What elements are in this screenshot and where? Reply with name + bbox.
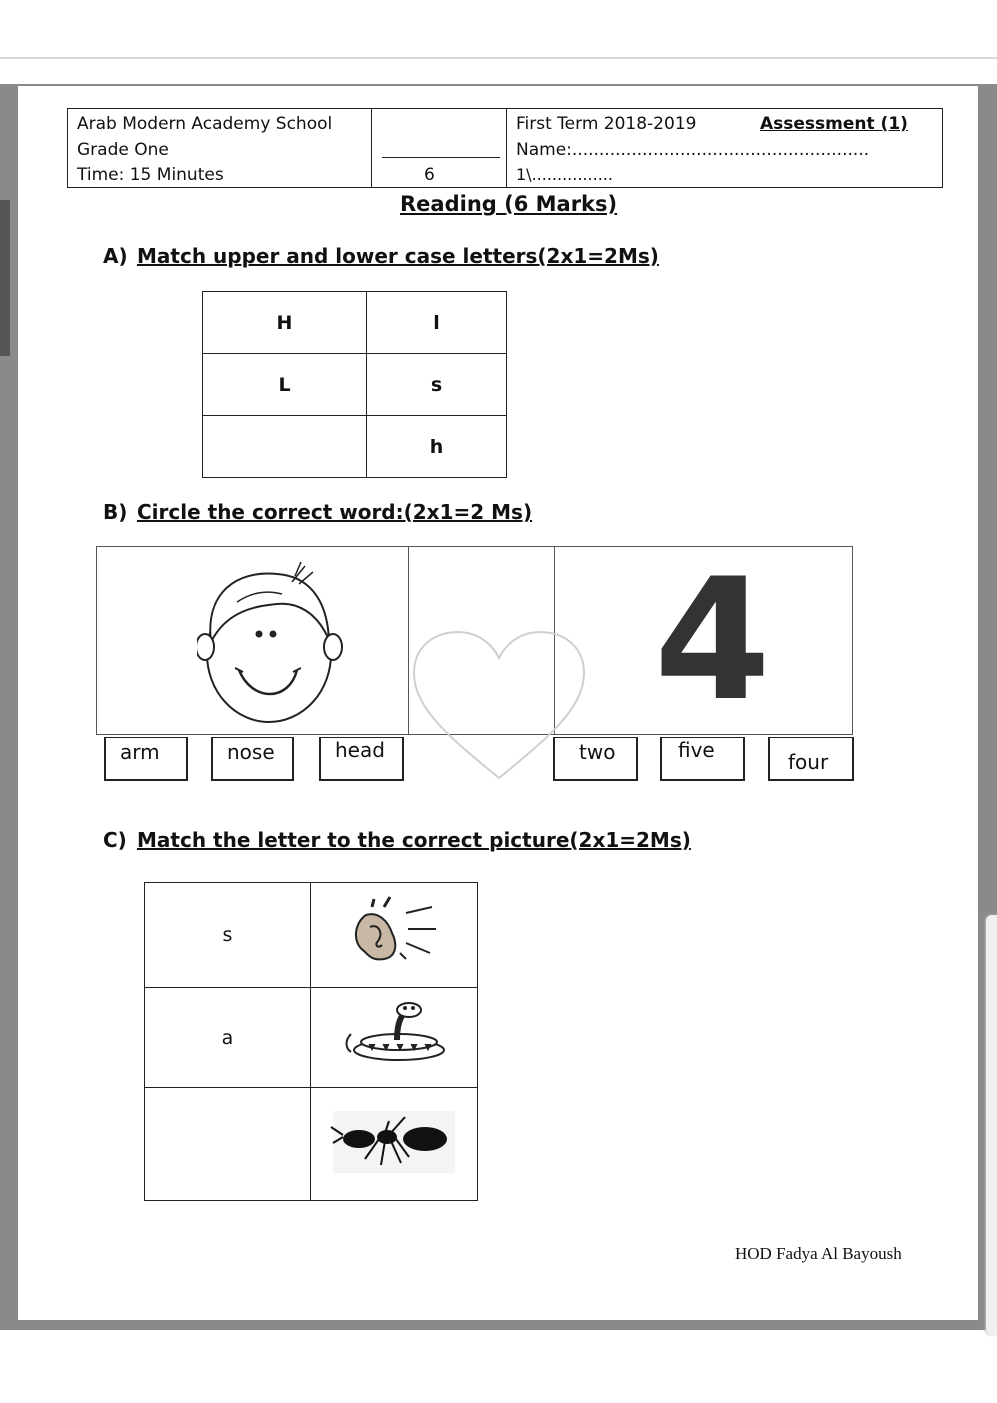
section-b-letter: B) <box>103 500 128 524</box>
class-field[interactable]: 1\................ <box>516 165 613 184</box>
name-field[interactable]: Name:....................................................... <box>516 140 870 160</box>
section-a-title: Match upper and lower case letters(2x1=2Ms) <box>137 244 659 268</box>
lower-letter-cell: h <box>367 416 507 478</box>
grade-label: Grade One <box>77 140 169 160</box>
header-score-cell <box>372 109 507 187</box>
match-letter-cell: a <box>145 988 311 1088</box>
word-choice-arm[interactable]: arm <box>104 737 188 781</box>
upper-letter-cell: L <box>203 354 367 416</box>
assessment-label: Assessment (1) <box>760 114 908 134</box>
section-b-title: Circle the correct word:(2x1=2 Ms) <box>137 500 533 524</box>
bottom-bar <box>0 1330 997 1403</box>
ear-picture-cell <box>311 883 478 988</box>
match-letter-cell: s <box>145 883 311 988</box>
school-name: Arab Modern Academy School <box>77 114 333 134</box>
word-choice-head[interactable]: head <box>319 737 404 781</box>
word-choice-nose[interactable]: nose <box>211 737 294 781</box>
section-c-letter: C) <box>103 828 127 852</box>
section-a-letter: A) <box>103 244 128 268</box>
upper-letter-cell <box>203 416 367 478</box>
ant-icon <box>329 1107 459 1177</box>
match-letter-cell <box>145 1088 311 1201</box>
ant-picture-cell <box>311 1088 478 1201</box>
word-choice-five[interactable]: five <box>660 737 745 781</box>
snake-icon <box>339 1000 449 1070</box>
snake-picture-cell <box>311 988 478 1088</box>
word-choice-two[interactable]: two <box>553 737 638 781</box>
reading-title: Reading (6 Marks) <box>400 192 618 216</box>
ear-icon <box>344 893 444 973</box>
time-label: Time: 15 Minutes <box>77 165 224 185</box>
upper-letter-cell: H <box>203 292 367 354</box>
left-scroll-shadow <box>0 200 10 356</box>
lower-letter-cell: s <box>367 354 507 416</box>
word-choice-four[interactable]: four <box>768 737 854 781</box>
header-term-cell <box>507 109 942 187</box>
scroll-handle[interactable] <box>986 915 997 1335</box>
term-label: First Term 2018-2019 <box>516 114 697 134</box>
header-table <box>67 108 943 188</box>
top-bar <box>0 0 997 58</box>
top-divider <box>0 57 997 59</box>
score-total: 6 <box>424 165 435 185</box>
number-four-image: 4 <box>654 542 771 738</box>
lower-letter-cell: l <box>367 292 507 354</box>
letters-table <box>202 291 507 478</box>
face-image <box>197 562 347 727</box>
section-c-title: Match the letter to the correct picture(2x1=2Ms) <box>137 828 691 852</box>
score-line <box>382 157 500 158</box>
signature: HOD Fadya Al Bayoush <box>735 1244 902 1263</box>
header-school-cell <box>68 109 372 187</box>
picture-match-table <box>144 882 478 1201</box>
